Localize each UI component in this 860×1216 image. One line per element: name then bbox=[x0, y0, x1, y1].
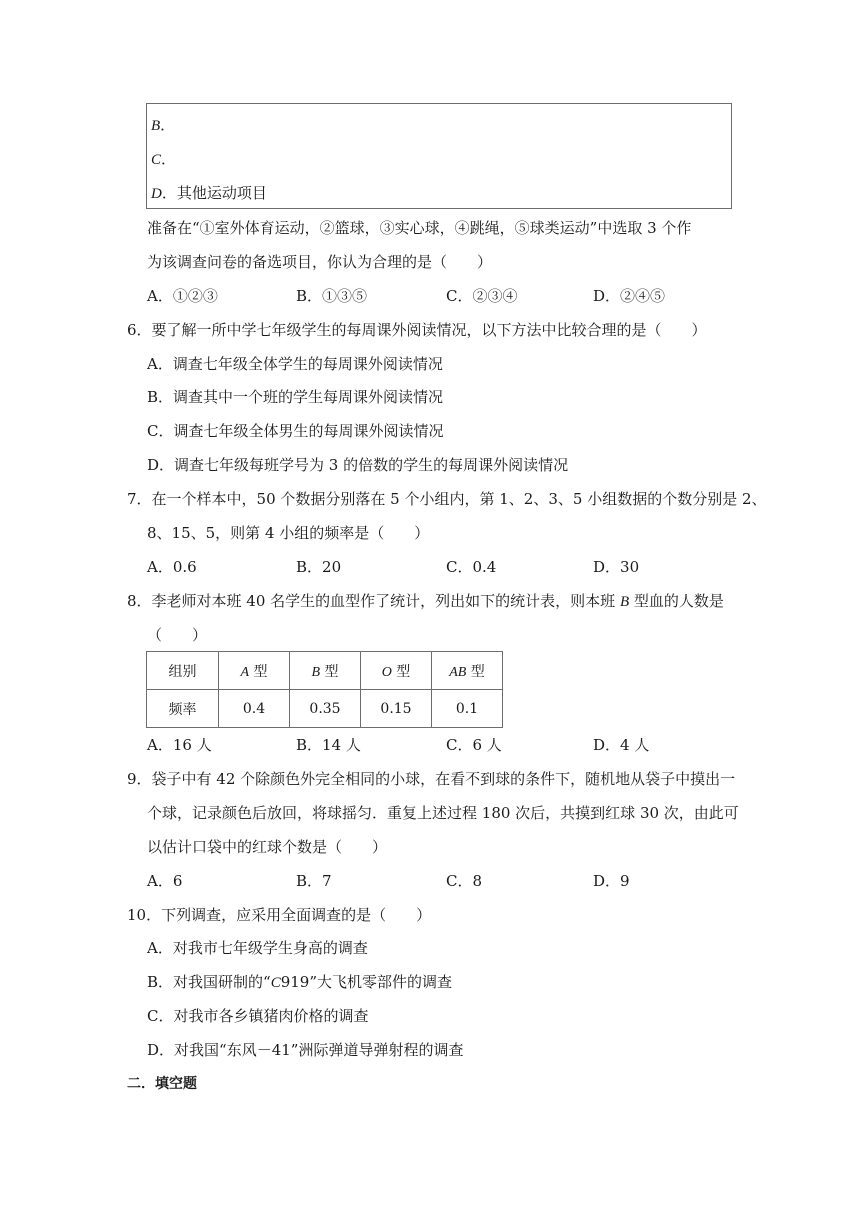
q8-option-d: D．4 人 bbox=[593, 736, 650, 754]
box-option-d: D．其他运动项目 bbox=[151, 184, 267, 202]
q8-option-b: B．14 人 bbox=[296, 736, 361, 754]
table-row bbox=[147, 690, 503, 728]
q9-option-c: C．8 bbox=[446, 872, 483, 890]
q10-option-b: B．对我国研制的“C919”大飞机零部件的调查 bbox=[147, 973, 453, 991]
blood-type-table bbox=[146, 651, 503, 728]
q8-line1: 8．李老师对本班 40 名学生的血型作了统计，列出如下的统计表，则本班 B 型血的人数是 bbox=[127, 592, 724, 610]
table-header-cell: O 型 bbox=[361, 652, 432, 690]
box-option-b: B． bbox=[151, 116, 176, 134]
q7-option-c: C．0.4 bbox=[446, 558, 497, 576]
q9-line1: 9．袋子中有 42 个除颜色外完全相同的小球，在看不到球的条件下，随机地从袋子中摸出一 bbox=[127, 770, 736, 788]
q8-option-c: C．6 人 bbox=[446, 736, 502, 754]
q7-line1: 7．在一个样本中，50 个数据分别落在 5 个小组内，第 1、2、3、5 小组数据的个数分别是 2、 bbox=[127, 490, 767, 508]
q7-line2: 8、15、5，则第 4 小组的频率是（ ） bbox=[147, 524, 430, 542]
table-header-cell: A 型 bbox=[219, 652, 290, 690]
q10-option-c: C．对我市各乡镇猪肉价格的调查 bbox=[147, 1007, 369, 1025]
q9-line3: 以估计口袋中的红球个数是（ ） bbox=[147, 838, 388, 856]
q5-option-b: B．①③⑤ bbox=[296, 287, 368, 305]
section-heading-fill-in: 二．填空题 bbox=[127, 1076, 197, 1092]
q7-option-d: D．30 bbox=[593, 558, 640, 576]
q6-option-d: D．调查七年级每班学号为 3 的倍数的学生的每周课外阅读情况 bbox=[147, 456, 569, 474]
q8-option-a: A．16 人 bbox=[147, 736, 212, 754]
q9-option-d: D．9 bbox=[593, 872, 630, 890]
q10-option-d: D．对我国“东风－41”洲际弹道导弹射程的调查 bbox=[147, 1041, 464, 1059]
q6-option-a: A．调查七年级全体学生的每周课外阅读情况 bbox=[147, 355, 443, 373]
q5-option-a: A．①②③ bbox=[147, 287, 218, 305]
q5-line1: 准备在“①室外体育运动，②篮球，③实心球，④跳绳，⑤球类运动”中选取 3 个作 bbox=[147, 219, 692, 237]
q6-option-c: C．调查七年级全体男生的每周课外阅读情况 bbox=[147, 422, 444, 440]
q7-option-b: B．20 bbox=[296, 558, 342, 576]
q5-option-d: D．②④⑤ bbox=[593, 287, 666, 305]
table-cell: 0.1 bbox=[432, 690, 503, 728]
table-cell: 0.15 bbox=[361, 690, 432, 728]
q10-stem: 10．下列调查，应采用全面调查的是（ ） bbox=[127, 906, 432, 924]
q8-line2: （ ） bbox=[147, 626, 208, 644]
table-header-cell: AB 型 bbox=[432, 652, 503, 690]
table-cell-label: 频率 bbox=[147, 690, 219, 728]
table-cell: 0.4 bbox=[219, 690, 290, 728]
q9-line2: 个球，记录颜色后放回，将球摇匀．重复上述过程 180 次后，共摸到红球 30 次，由此可 bbox=[147, 804, 739, 822]
q6-stem: 6．要了解一所中学七年级学生的每周课外阅读情况，以下方法中比较合理的是（ ） bbox=[127, 321, 707, 339]
q5-option-c: C．②③④ bbox=[446, 287, 518, 305]
box-option-c: C． bbox=[151, 150, 177, 168]
q9-option-b: B．7 bbox=[296, 872, 332, 890]
table-cell-label: 组别 bbox=[147, 652, 219, 690]
q10-option-a: A．对我市七年级学生身高的调查 bbox=[147, 939, 368, 957]
question-options-box bbox=[146, 103, 732, 209]
table-cell: 0.35 bbox=[290, 690, 361, 728]
table-row bbox=[147, 652, 503, 690]
table-header-cell: B 型 bbox=[290, 652, 361, 690]
q9-option-a: A．6 bbox=[147, 872, 183, 890]
q5-line2: 为该调查问卷的备选项目，你认为合理的是（ ） bbox=[147, 253, 493, 271]
q7-option-a: A．0.6 bbox=[147, 558, 197, 576]
q6-option-b: B．调查其中一个班的学生每周课外阅读情况 bbox=[147, 388, 444, 406]
